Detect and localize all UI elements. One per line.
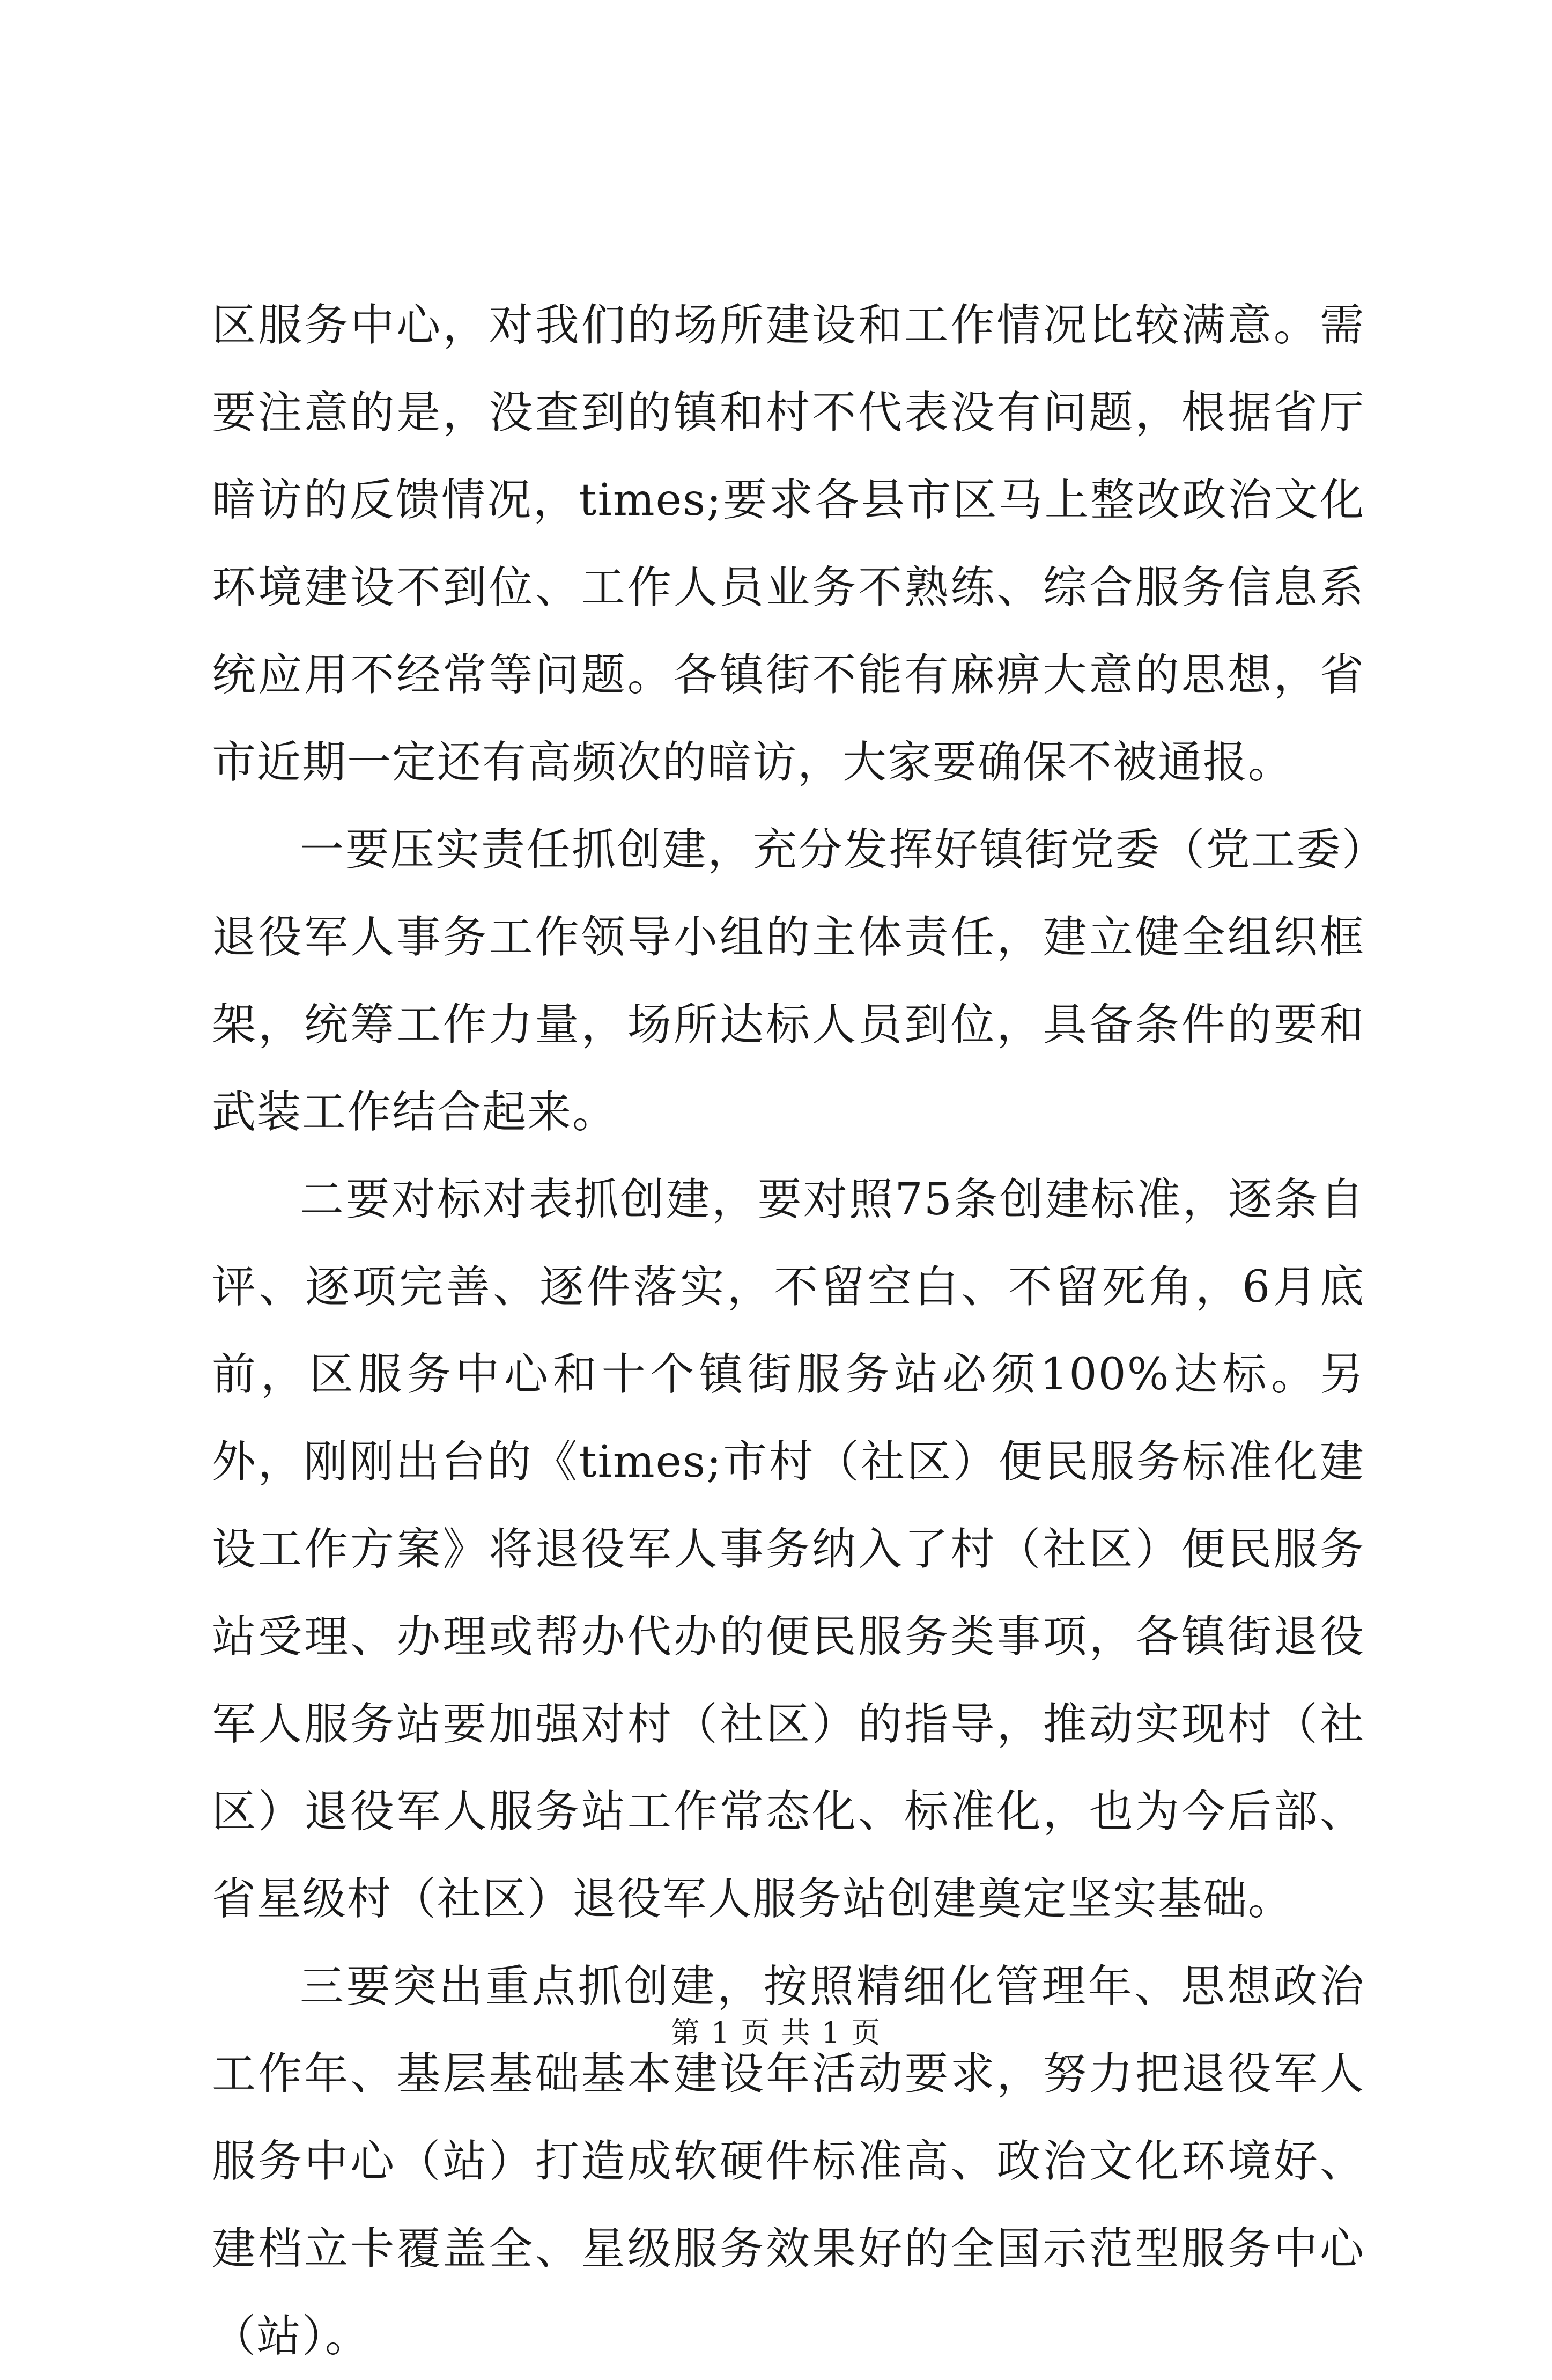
paragraph-4: 三要突出重点抓创建，按照精细化管理年、思想政治工作年、基层基础基本建设年活动要求，努力把退役军人服务中心（站）打造成软硬件标准高、政治文化环境好、建档立卡覆盖全、星级服务效果好的全国示范型服务中心（站）。	[212, 1961, 1365, 2362]
document-body	[212, 282, 1365, 2380]
paragraph-2: 一要压实责任抓创建，充分发挥好镇街党委（党工委）退役军人事务工作领导小组的主体责任，建立健全组织框架，统筹工作力量，场所达标人员到位，具备条件的要和武装工作结合起来。	[212, 824, 1365, 1138]
paragraph-1: 区服务中心，对我们的场所建设和工作情况比较满意。需要注意的是，没查到的镇和村不代表没有问题，根据省厅暗访的反馈情况，times;要求各县市区马上整改政治文化环境建设不到位、工作人员业务不熟练、综合服务信息系统应用不经常等问题。各镇街不能有麻痹大意的思想，省市近期一定还有高频次的暗访，大家要确保不被通报。	[212, 300, 1365, 788]
paragraph-3: 二要对标对表抓创建，要对照75条创建标准，逐条自评、逐项完善、逐件落实，不留空白、不留死角，6月底前，区服务中心和十个镇街服务站必须100%达标。另外，刚刚出台的《times;市村（社区）便民服务标准化建设工作方案》将退役军人事务纳入了村（社区）便民服务站受理、办理或帮办代办的便民服务类事项，各镇街退役军人服务站要加强对村（社区）的指导，推动实现村（社区）退役军人服务站工作常态化、标准化，也为今后部、省星级村（社区）退役军人服务站创建奠定坚实基础。	[212, 1174, 1365, 1925]
page-footer: 第 1 页 共 1 页	[670, 2016, 882, 2050]
